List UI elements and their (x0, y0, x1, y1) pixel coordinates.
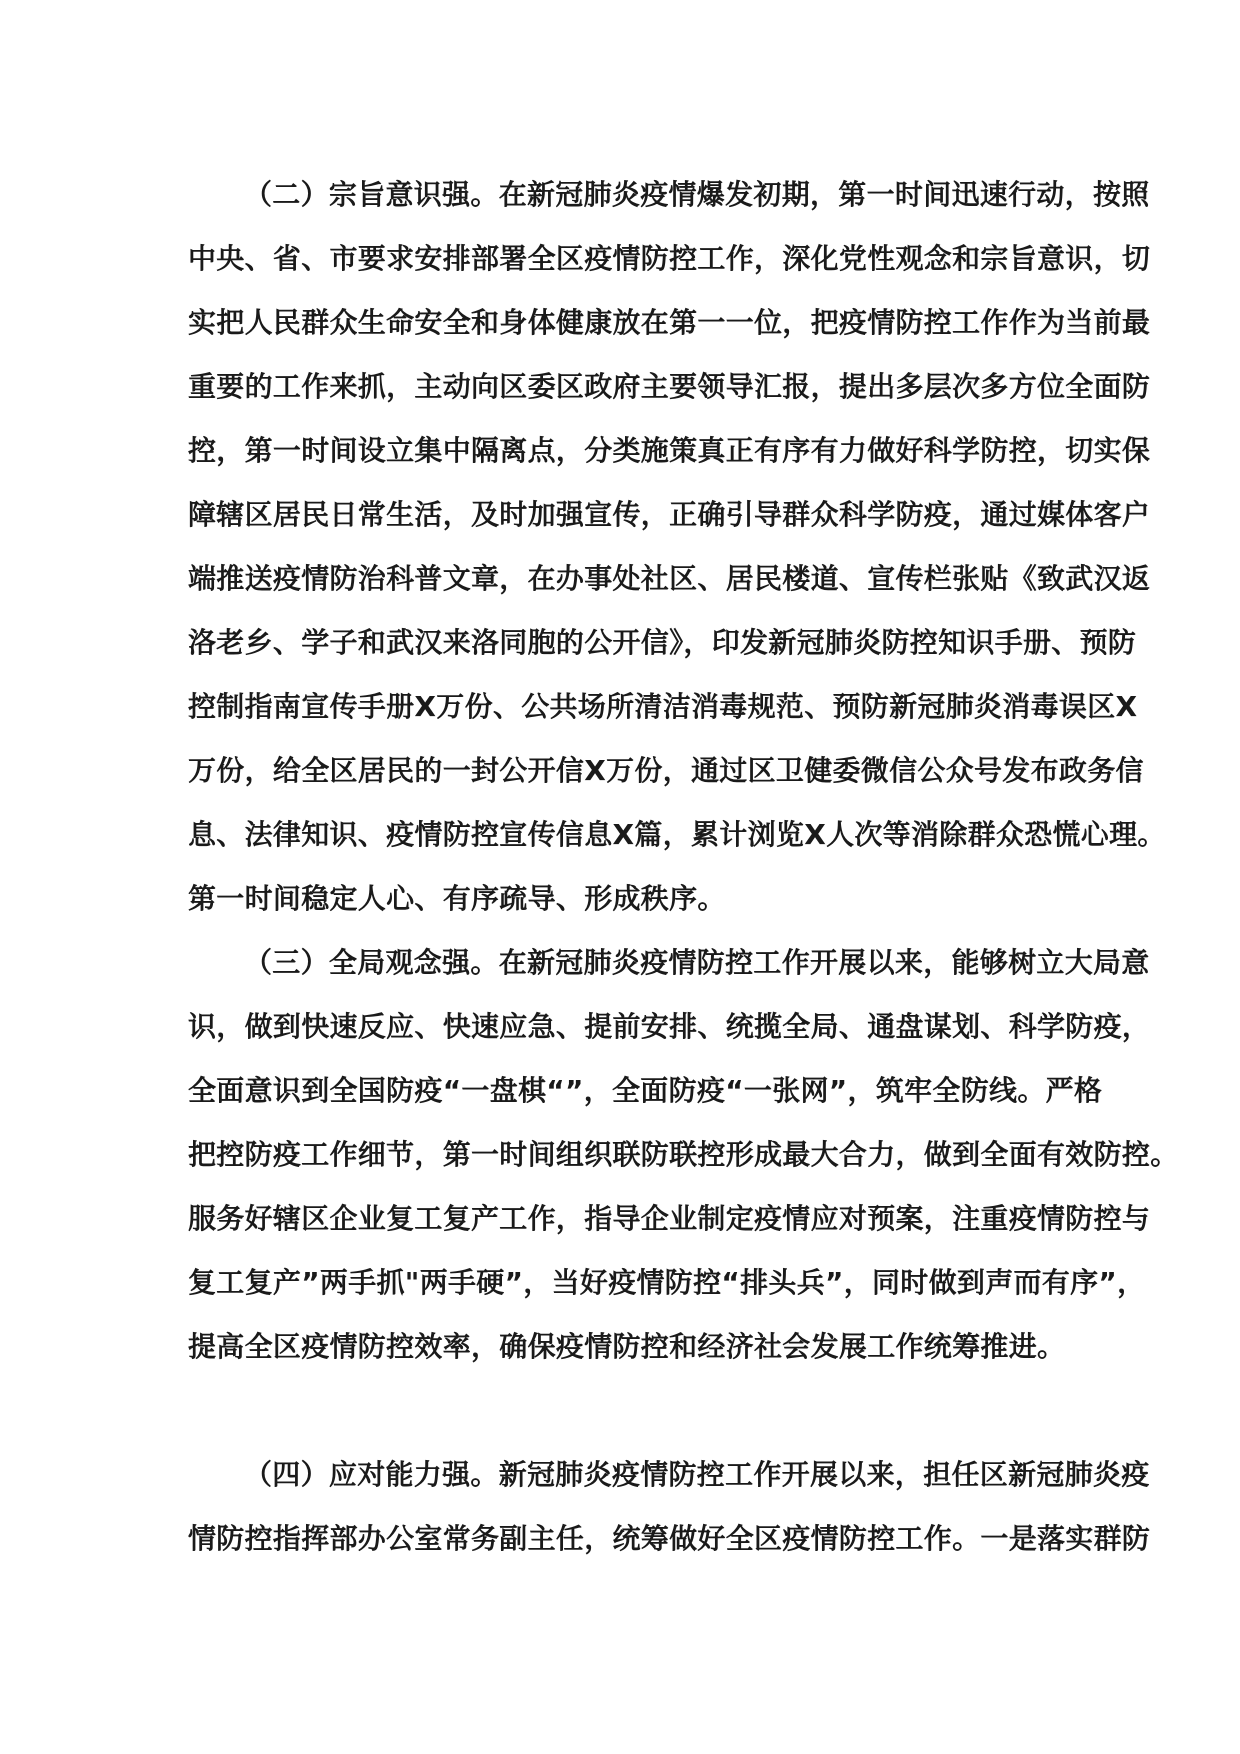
paragraph-line: 中央、省、市要求安排部署全区疫情防控工作，深化党性观念和宗旨意识，切 (188, 242, 1151, 275)
paragraph-line: 实把人民群众生命安全和身体健康放在第一一位，把疫情防控工作作为当前最 (188, 306, 1151, 339)
paragraph-line: 提高全区疫情防控效率，确保疫情防控和经济社会发展工作统筹推进。 (188, 1330, 1066, 1363)
paragraph-purpose-awareness (188, 163, 1166, 931)
paragraph-line: 障辖区居民日常生活，及时加强宣传，正确引导群众科学防疫，通过媒体客户 (188, 498, 1151, 531)
paragraph-line: （三）全局观念强。在新冠肺炎疫情防控工作开展以来，能够树立大局意 (244, 946, 1150, 979)
paragraph-line: 第一时间稳定人心、有序疏导、形成秩序。 (188, 882, 726, 915)
paragraph-line: 重要的工作来抓，主动向区委区政府主要领导汇报，提出多层次多方位全面防 (188, 370, 1151, 403)
paragraph-line: 端推送疫情防治科普文章，在办事处社区、居民楼道、宣传栏张贴《致武汉返 (188, 562, 1151, 595)
paragraph-line: 情防控指挥部办公室常务副主任，统筹做好全区疫情防控工作。一是落实群防 (188, 1522, 1151, 1555)
paragraph-overall-awareness (188, 931, 1179, 1379)
paragraph-line: 息、法律知识、疫情防控宣传信息X篇，累计浏览X人次等消除群众恐慌心理。 (188, 818, 1166, 851)
paragraph-line: （二）宗旨意识强。在新冠肺炎疫情爆发初期，第一时间迅速行动，按照 (244, 178, 1150, 211)
paragraph-line: 复工复产”两手抓"两手硬”，当好疫情防控“排头兵”，同时做到声而有序”， (188, 1266, 1146, 1299)
paragraph-line: 控，第一时间设立集中隔离点，分类施策真正有序有力做好科学防控，切实保 (188, 434, 1151, 467)
paragraph-line: 控制指南宣传手册X万份、公共场所清洁消毒规范、预防新冠肺炎消毒误区X (188, 690, 1138, 723)
paragraph-line: 服务好辖区企业复工复产工作，指导企业制定疫情应对预案，注重疫情防控与 (188, 1202, 1151, 1235)
paragraph-line: 识，做到快速反应、快速应急、提前安排、统揽全局、通盘谋划、科学防疫， (188, 1010, 1151, 1043)
paragraph-line: 洛老乡、学子和武汉来洛同胞的公开信》，印发新冠肺炎防控知识手册、预防 (188, 626, 1137, 659)
paragraph-line: 把控防疫工作细节，第一时间组织联防联控形成最大合力，做到全面有效防控。 (188, 1138, 1179, 1171)
paragraph-line: 全面意识到全国防疫“一盘棋“”，全面防疫“一张网”，筑牢全防线。严格 (188, 1074, 1103, 1107)
paragraph-line: 万份，给全区居民的一封公开信X万份，通过区卫健委微信公众号发布政务信 (188, 754, 1144, 787)
paragraph-line: （四）应对能力强。新冠肺炎疫情防控工作开展以来，担任区新冠肺炎疫 (244, 1458, 1150, 1491)
paragraph-response-capability (188, 1443, 1151, 1571)
